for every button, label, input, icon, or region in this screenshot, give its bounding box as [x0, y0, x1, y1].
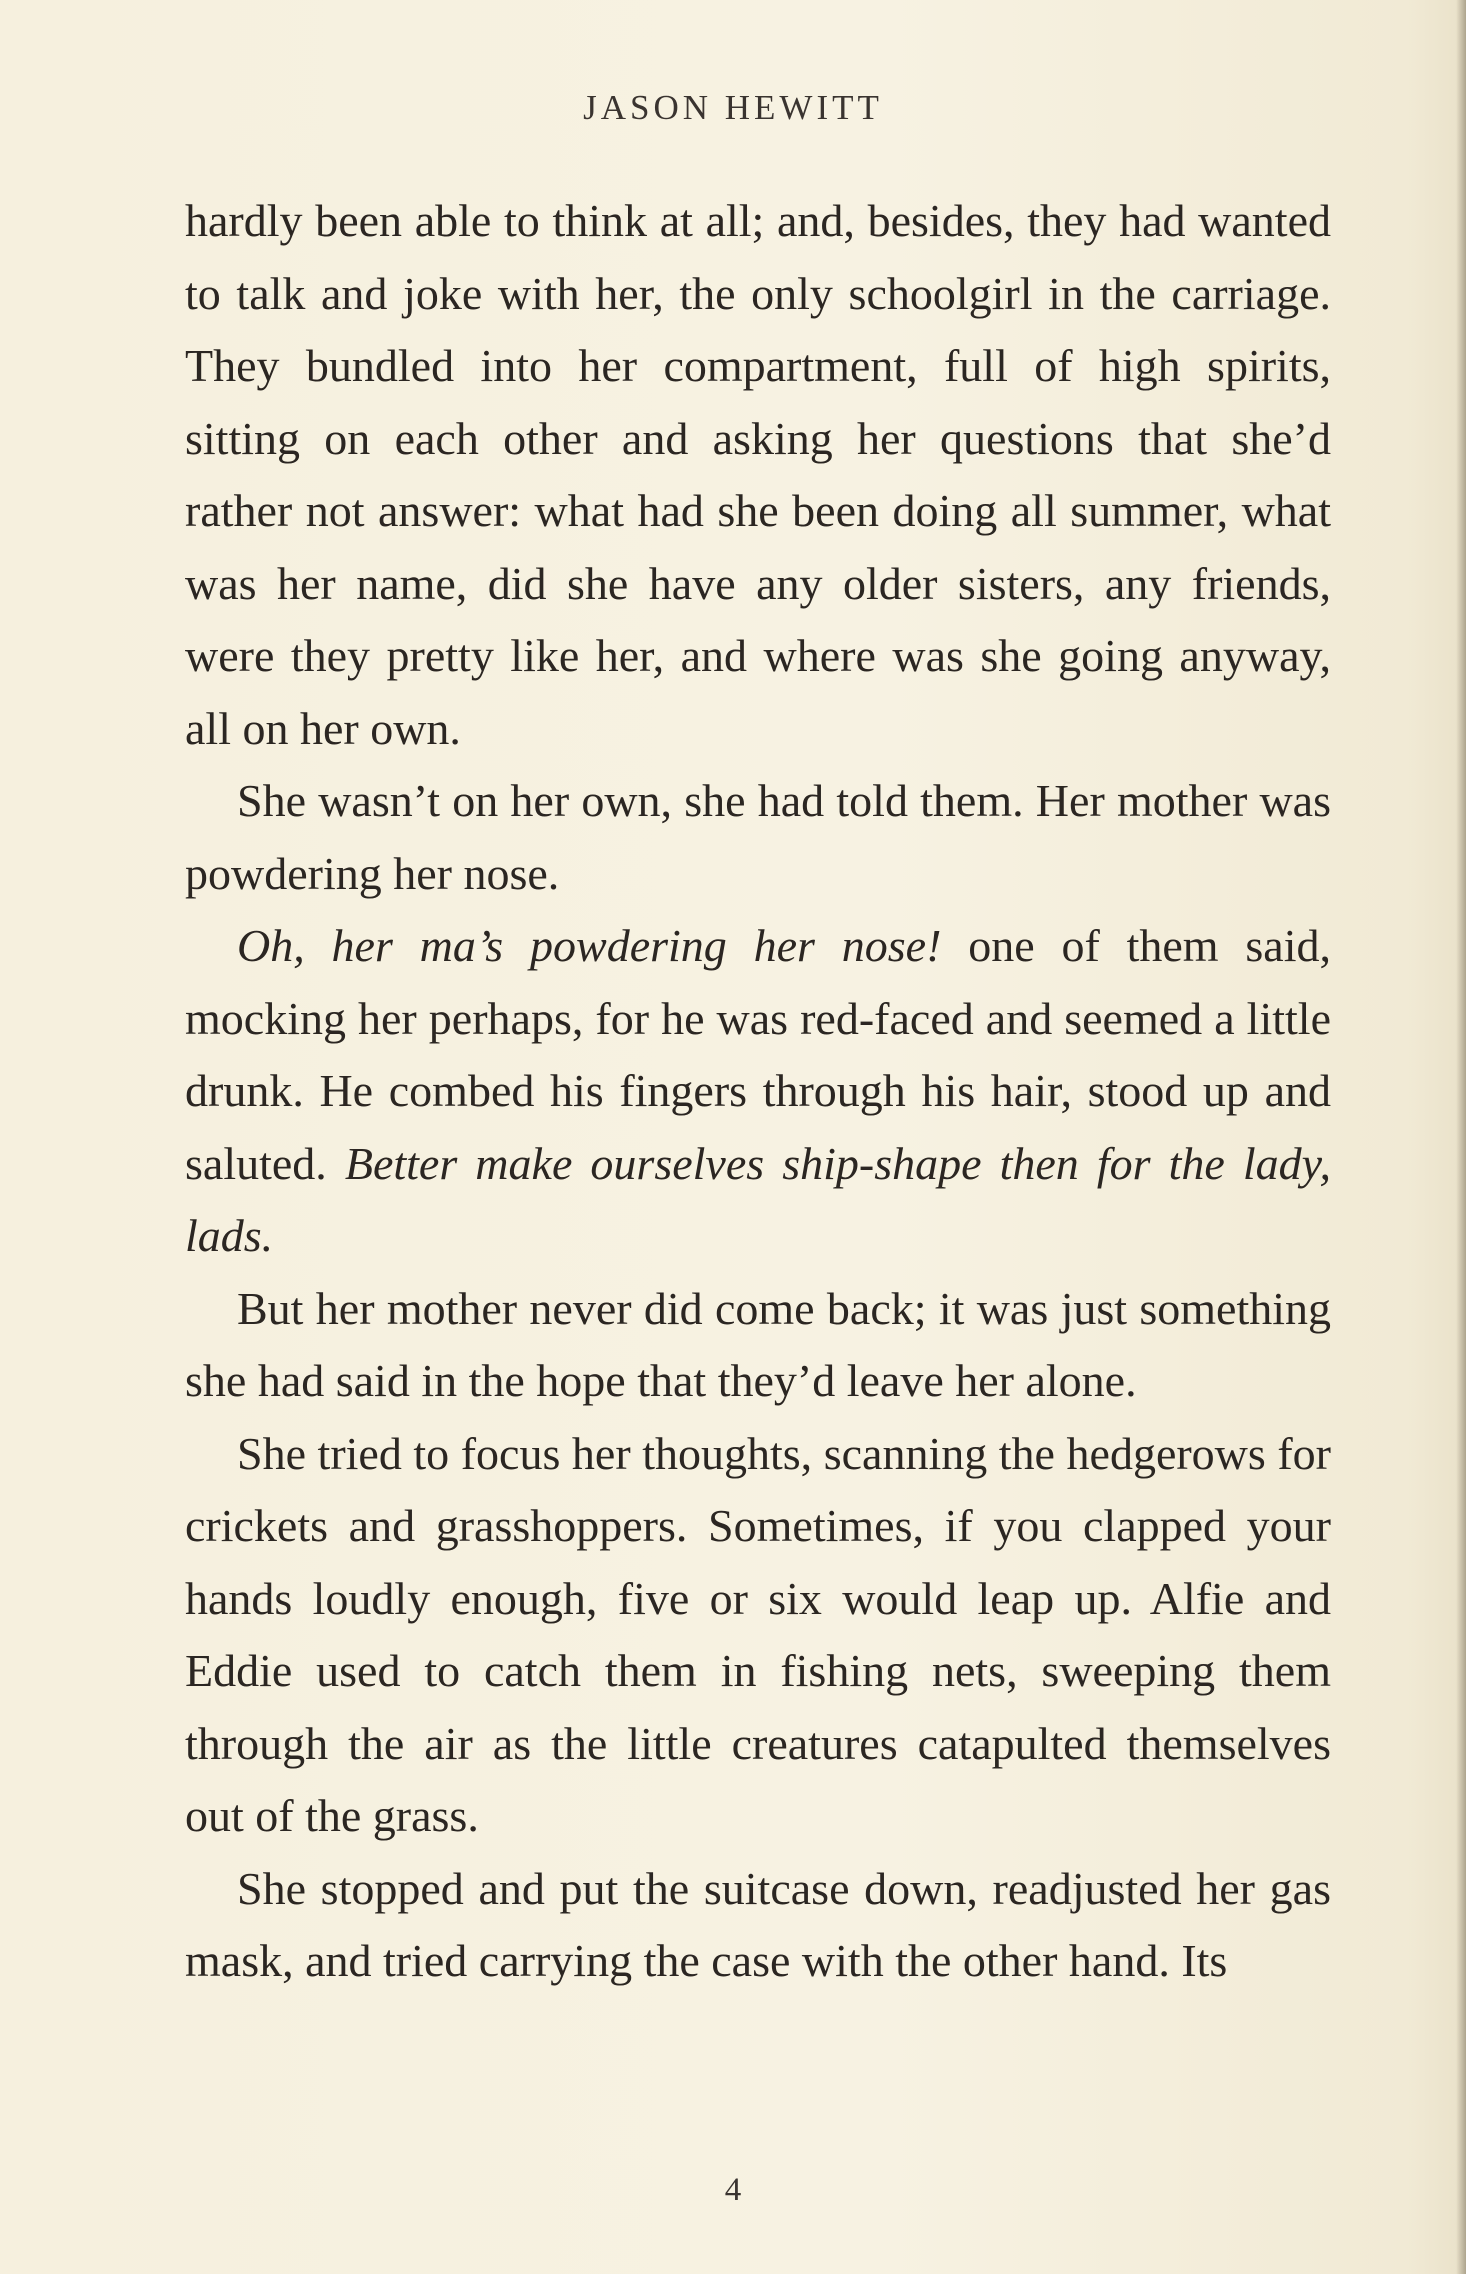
paragraph	[185, 1418, 1331, 1853]
page-number: 4	[724, 2172, 742, 2208]
paragraph	[185, 185, 1331, 765]
text-run: one of them said, mocking her perhaps, for he was red-faced and seemed a little drunk. He combed his fingers through his hair, stood up and saluted.	[185, 920, 1331, 1189]
paragraph	[185, 910, 1331, 1273]
paragraph	[185, 1853, 1331, 1998]
paragraph	[185, 765, 1331, 910]
paragraph	[185, 1273, 1331, 1418]
text-run: hardly been able to think at all; and, besides, they had wanted to talk and joke with her, the only schoolgirl in the carriage. They bundled into her compartment, full of high spirits, sitting on each other and asking her questions that she’d rather not answer: what had she been doing all summer, what was her name, did she have any older sisters, any friends, were they pretty like her, and where was she going anyway, all on her own.	[185, 195, 1331, 754]
page-edge-shadow	[1456, 0, 1466, 2274]
italic-dialogue: Oh, her ma’s powdering her nose!	[237, 920, 942, 971]
body-text	[185, 185, 1331, 1998]
text-run: She wasn’t on her own, she had told them. Her mother was powdering her nose.	[185, 775, 1331, 899]
italic-dialogue: Better make ourselves ship-shape then for the lady, lads.	[185, 1137, 1331, 1261]
text-run: She tried to focus her thoughts, scanning the hedgerows for crickets and grasshoppers. Sometimes, if you clapped your hands loudly enough, five or six would leap up. Alfie and Eddie used to catch them in fishing nets, sweeping them through the air as the little creatures catapulted themselves out of the grass.	[185, 1427, 1331, 1841]
running-head: JASON HEWITT	[583, 88, 883, 127]
text-run: But her mother never did come back; it was just something she had said in the hope that they’d leave her alone.	[185, 1282, 1331, 1406]
text-run: She stopped and put the suitcase down, readjusted her gas mask, and tried carrying the case with the other hand. Its	[185, 1862, 1331, 1986]
